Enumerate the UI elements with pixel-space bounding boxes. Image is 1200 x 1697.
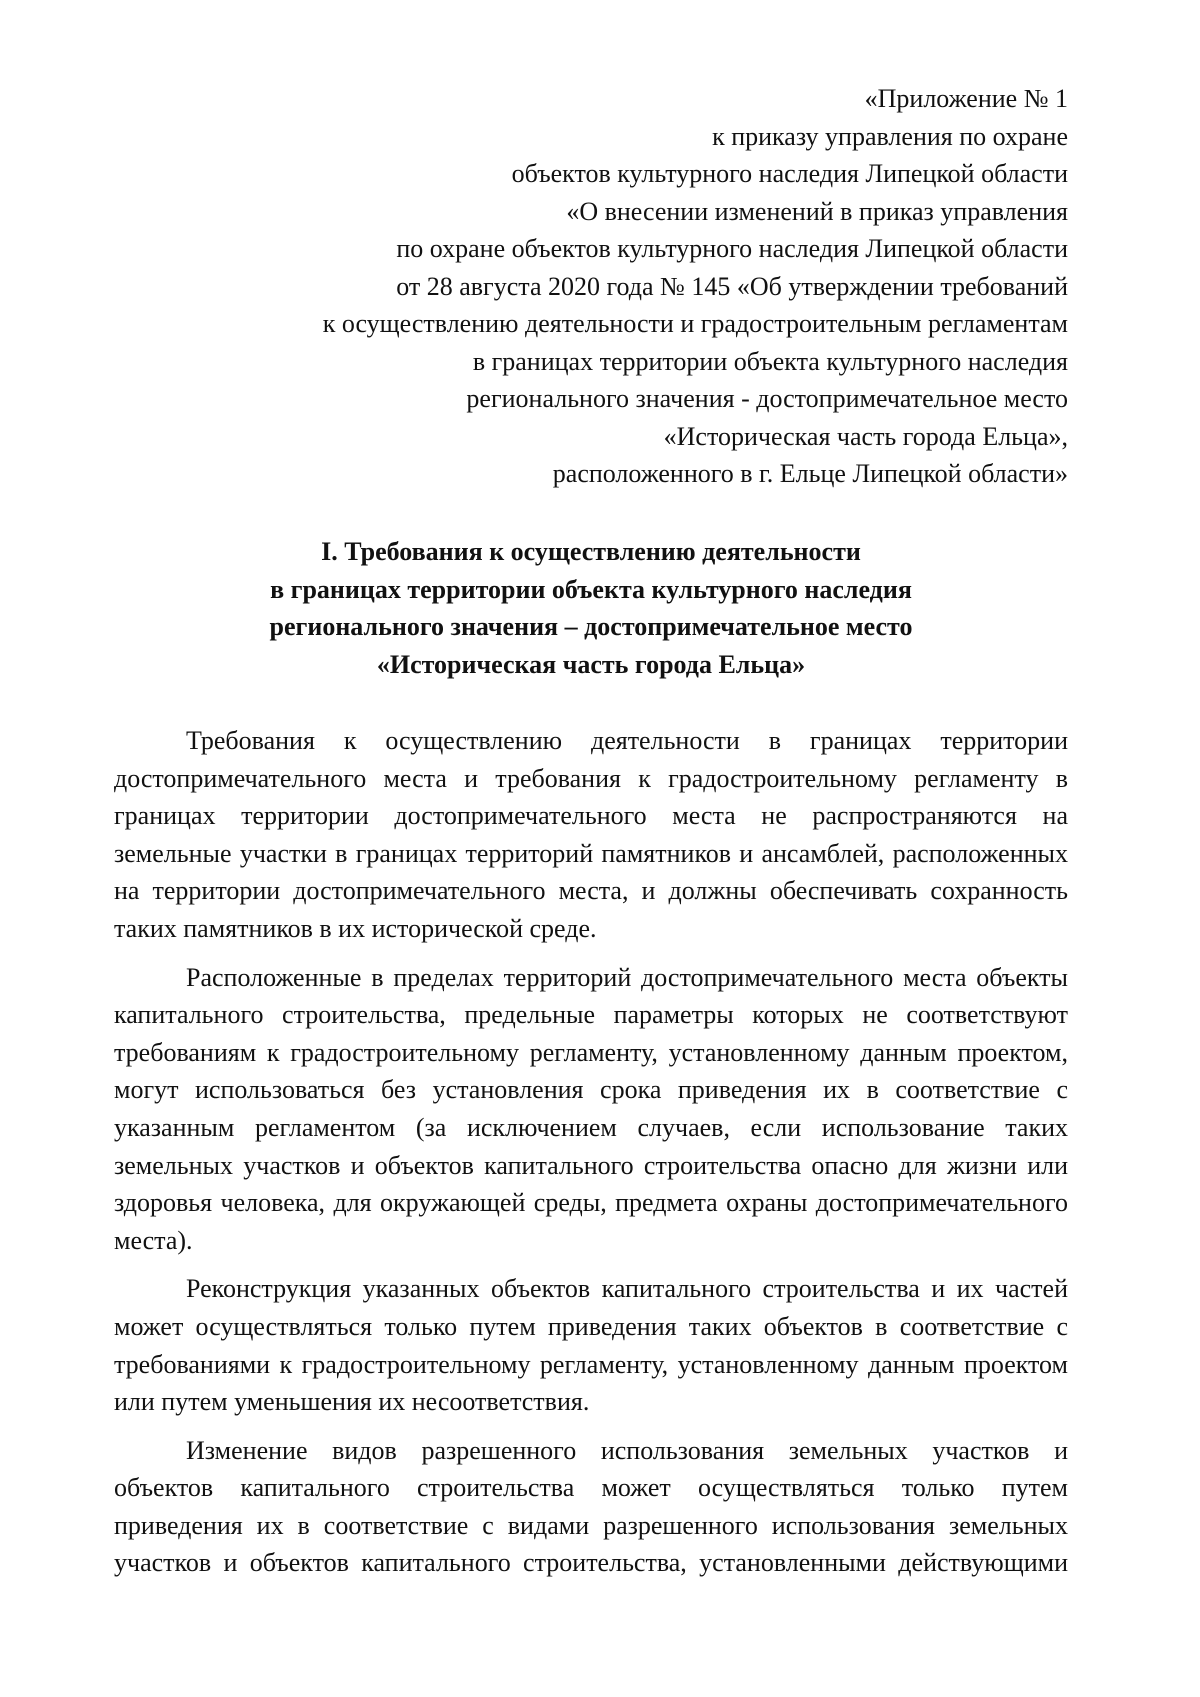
section-title-line: в границах территории объекта культурного наследия: [270, 574, 912, 604]
paragraph-line: могут использоваться без установления срока приведения их в соответствие с: [114, 1075, 1068, 1105]
paragraph-line: Изменение видов разрешенного использования земельных участков и: [186, 1435, 1068, 1465]
appendix-header-line: «О внесении изменений в приказ управления: [566, 196, 1068, 226]
paragraph: [114, 959, 1068, 1260]
paragraph-line: требованиями к градостроительному регламенту, установленному данным проектом: [114, 1349, 1068, 1379]
paragraph-line: здоровья человека, для окружающей среды, предмета охраны достопримечательного: [114, 1188, 1068, 1218]
appendix-header-line: расположенного в г. Ельце Липецкой области»: [552, 459, 1068, 488]
paragraph-line: достопримечательного места и требования к градостроительному регламенту в: [114, 763, 1068, 793]
paragraph-line: земельных участков и объектов капитального строительства опасно для жизни или: [114, 1150, 1068, 1180]
paragraph: [114, 1270, 1068, 1420]
paragraph-line: участков и объектов капитального строительства, установленными действующими: [114, 1548, 1068, 1578]
appendix-header-line: «Историческая часть города Ельца»,: [663, 421, 1068, 451]
section-title-line: «Историческая часть города Ельца»: [376, 649, 806, 679]
appendix-header-line: объектов культурного наследия Липецкой области: [511, 159, 1068, 188]
appendix-header: [208, 80, 1068, 493]
paragraph-line: границах территории достопримечательного места не распространяются на: [114, 801, 1068, 831]
appendix-header-line: от 28 августа 2020 года № 145 «Об утверждении требований: [396, 271, 1068, 301]
document-body: [114, 722, 1068, 1593]
section-title: [114, 533, 1068, 683]
section-title-line: I. Требования к осуществлению деятельности: [321, 537, 861, 566]
paragraph: [114, 722, 1068, 948]
paragraph-line: места).: [114, 1225, 193, 1255]
appendix-header-line: к осуществлению деятельности и градостроительным регламентам: [322, 309, 1068, 338]
appendix-header-line: в границах территории объекта культурного наследия: [472, 346, 1068, 376]
appendix-header-line: по охране объектов культурного наследия Липецкой области: [396, 234, 1068, 263]
paragraph: [114, 1432, 1068, 1582]
paragraph-line: Реконструкция указанных объектов капитального строительства и их частей: [186, 1274, 1068, 1304]
paragraph-line: Требования к осуществлению деятельности в границах территории: [186, 726, 1068, 755]
paragraph-line: требованиям к градостроительному регламенту, установленному данным проектом,: [114, 1037, 1068, 1067]
paragraph-line: или путем уменьшения их несоответствия.: [114, 1387, 590, 1417]
section-title-line: регионального значения – достопримечательное место: [269, 612, 913, 641]
paragraph-line: объектов капитального строительства может осуществляться только путем: [114, 1473, 1068, 1503]
paragraph-line: капитального строительства, предельные параметры которых не соответствуют: [114, 1000, 1068, 1030]
paragraph-line: Расположенные в пределах территорий достопримечательного места объекты: [186, 962, 1068, 992]
appendix-header-line: к приказу управления по охране: [712, 121, 1068, 151]
paragraph-line: земельные участки в границах территорий памятников и ансамблей, расположенных: [114, 838, 1068, 868]
paragraph-line: указанным регламентом (за исключением случаев, если использование таких: [114, 1112, 1068, 1142]
appendix-header-line: «Приложение № 1: [864, 84, 1068, 113]
paragraph-line: на территории достопримечательного места, и должны обеспечивать сохранность: [114, 876, 1068, 906]
paragraph-line: таких памятников в их исторической среде.: [114, 913, 597, 943]
paragraph-line: приведения их в соответствие с видами разрешенного использования земельных: [114, 1510, 1068, 1540]
paragraph-line: может осуществляться только путем приведения таких объектов в соответствие с: [114, 1311, 1068, 1341]
appendix-header-line: регионального значения - достопримечательное место: [466, 384, 1068, 413]
